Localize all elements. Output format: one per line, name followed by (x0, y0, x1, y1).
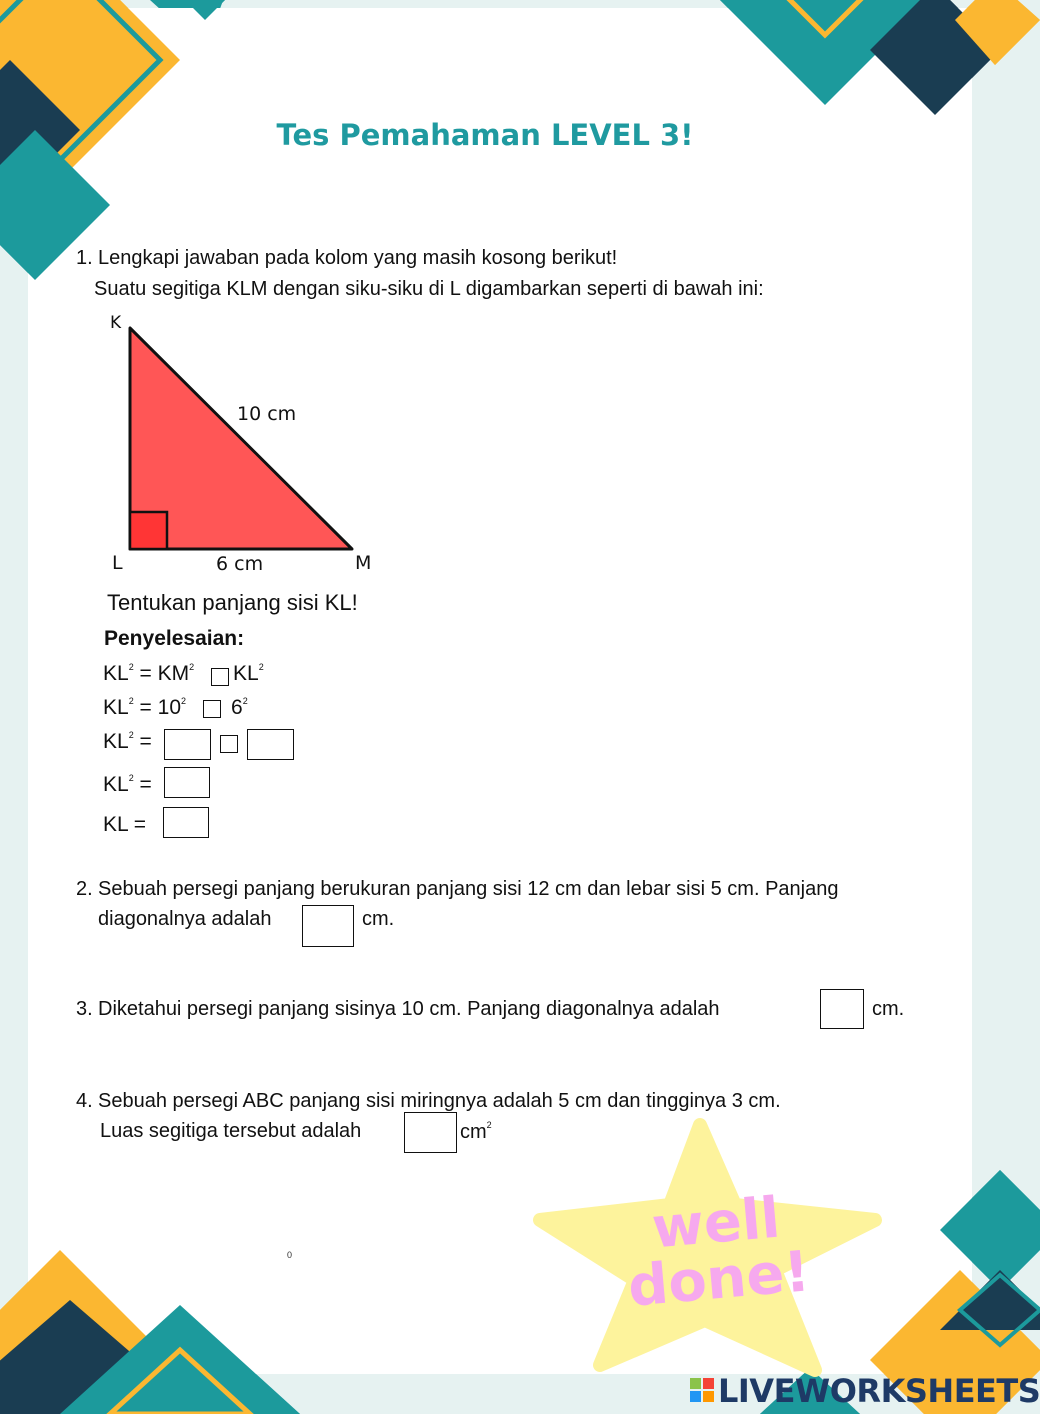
step-5-answer-box[interactable] (163, 807, 209, 838)
liveworksheets-logo-icon (690, 1378, 716, 1402)
q2-answer-box[interactable] (302, 905, 354, 947)
step-4: $KL^2$ = (103, 773, 152, 796)
sticker-text-done: done! (625, 1239, 813, 1320)
q3-number: 3. (76, 998, 93, 1020)
step-4-answer-box[interactable] (164, 767, 210, 798)
q4-text-line2: Luas segitiga tersebut adalah (100, 1120, 362, 1142)
step-3-answer-box-1[interactable] (164, 729, 211, 760)
step-1-operator-box[interactable] (211, 668, 229, 686)
q3-answer-box[interactable] (820, 989, 864, 1029)
step-1-rhs: $KL^2$ (233, 662, 264, 685)
liveworksheets-brand[interactable]: LIVEWORKSHEETS (718, 1372, 1040, 1410)
right-angle-marker (130, 512, 167, 549)
q4-answer-box[interactable] (404, 1112, 457, 1153)
step-2-rhs: $6^2$ (231, 696, 248, 719)
page-title: Tes Pemahaman LEVEL 3! (276, 118, 694, 152)
q4-text-line1: Sebuah persegi ABC panjang sisi miringnya adalah 5 cm dan tingginya 3 cm. (98, 1090, 781, 1112)
q2-unit: cm. (362, 908, 395, 930)
base-label: 6 cm (216, 553, 264, 575)
sticker-text-well: well (649, 1185, 783, 1262)
triangle-klm-diagram (100, 310, 400, 590)
step-3: $KL^2$ = (103, 730, 152, 753)
vertex-m-label: M (355, 552, 372, 574)
step-1: $KL^2 = KM^2$ (103, 662, 195, 685)
hypotenuse-label: 10 cm (237, 403, 297, 425)
q4-unit: $cm^2$ (460, 1120, 492, 1143)
q3-text: Diketahui persegi panjang sisinya 10 cm. Panjang diagonalnya adalah (98, 998, 720, 1020)
q2-number: 2. (76, 878, 93, 900)
vertex-l-label: L (112, 552, 123, 574)
step-2: $KL^2 = 10^2$ (103, 696, 187, 719)
vertex-k-label: K (110, 313, 122, 333)
step-5: KL = (103, 813, 147, 836)
solution-heading: Penyelesaian: (104, 627, 245, 650)
q2-text-line1: Sebuah persegi panjang berukuran panjang sisi 12 cm dan lebar sisi 5 cm. Panjang (98, 878, 839, 900)
q2-text-line2: diagonalnya adalah (98, 908, 272, 930)
q4-number: 4. (76, 1090, 93, 1112)
q1-prompt: Tentukan panjang sisi KL! (107, 590, 358, 615)
q1-instruction: Lengkapi jawaban pada kolom yang masih kosong berikut! (98, 247, 618, 269)
step-2-operator-box[interactable] (203, 700, 221, 718)
step-3-answer-box-2[interactable] (247, 729, 294, 760)
page-marker: 0 (287, 1250, 293, 1260)
q3-unit: cm. (872, 998, 905, 1020)
step-3-operator-box[interactable] (220, 735, 238, 753)
q1-number: 1. (76, 247, 93, 269)
q1-description: Suatu segitiga KLM dengan siku-siku di L digambarkan seperti di bawah ini: (94, 278, 764, 300)
